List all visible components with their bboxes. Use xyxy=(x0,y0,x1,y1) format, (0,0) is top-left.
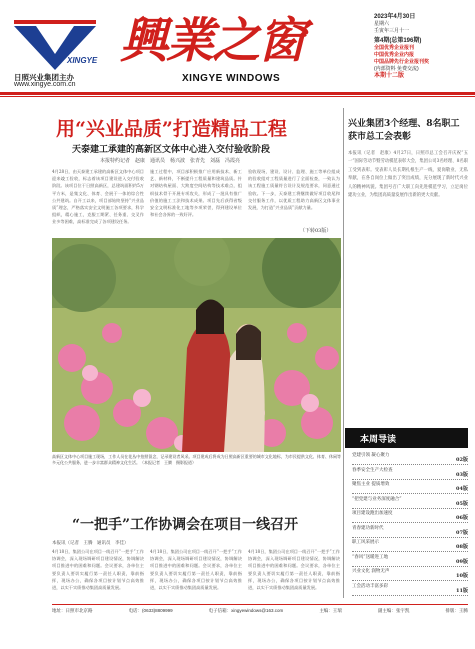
guide-item[interactable] xyxy=(352,481,468,495)
issue-number: 第4期(总第196期) xyxy=(374,38,422,44)
guide-item-page: 03版 xyxy=(456,471,468,478)
honor-3: 中国品牌先行企业报刊奖 xyxy=(374,59,430,65)
guide-item-title: “春风”送暖进工地 xyxy=(352,554,389,560)
side-body: 本报讯（记者 赵康）4月27日，日照市总工会召开庆祝“五一”国际劳动节暨劳动模范表彰大会，集团公司3名经理、8名职工受到表彰。受表彰人员长期扎根生产一线，爱岗敬业、无私奉献，在各自岗位上做出了突出成绩，充分展现了新时代兴业人的精神风貌。集团号召广大职工向先进模范学习，立足岗位建功立业，为集团高质量发展作出新的更大贡献。 xyxy=(348,151,468,199)
guide-item-page: 07版 xyxy=(456,529,468,536)
guide-item-page: 11版 xyxy=(456,587,468,594)
side-headline[interactable]: 兴业集团3个经理、8名职工获市总工会表彰 xyxy=(348,119,460,142)
guide-item-title: “把党建与业务深度融合” xyxy=(352,496,402,502)
guide-item-title: 项目建设跑出加速度 xyxy=(352,511,393,516)
page-count: 本期十二版 xyxy=(374,73,405,79)
photo-caption: 高新区文体中心项目施工现场，工作人员在花丛中拍照留念，记录建设者风采。项目建成后将成为日照高新区重要的城市文化地标，为市民提供文化、体育、休闲等多元化公共服务，进一步丰富群众精神文化生活。（本报记者 王腾 摄影报道） xyxy=(52,454,341,465)
guide-item-title: 党建引领 凝心聚力 xyxy=(352,453,390,458)
issue-weekday: 星期六 xyxy=(374,21,390,27)
newspaper-title: 興業之窗 xyxy=(120,13,305,69)
second-column-3: 4月18日，集团公司在项目一线召开“一把手”工作协调会，深入现场调研项目建设情况，协调解决项目推进中的困难和问题。会议要求，各单位主要负责人要切实履行第一责任人职责，靠前指挥，现场办公，确保各项目按计划节点高效推进，以实干实绩推动集团高质量发展。 xyxy=(248,549,340,591)
guide-item-page: 05版 xyxy=(456,500,468,507)
guide-item-divider xyxy=(352,464,468,465)
guide-item-page: 09版 xyxy=(456,558,468,565)
footer-deputy: 副主编：张宇凯 xyxy=(377,608,410,613)
guide-item-divider xyxy=(352,595,468,596)
lead-subhead: 天泰建工承建的高新区文体中心进入交付验收阶段 xyxy=(72,145,271,155)
honor-2: 中国优秀企业内报 xyxy=(374,52,415,58)
second-column-1: 4月18日，集团公司在项目一线召开“一把手”工作协调会，深入现场调研项目建设情况，协调解决项目推进中的困难和问题。会议要求，各单位主要负责人要切实履行第一责任人职责，靠前指挥，现场办公，确保各项目按计划节点高效推进，以实干实绩推动集团高质量发展。 xyxy=(52,549,144,591)
newspaper-title-en: XINGYE WINDOWS xyxy=(182,73,281,84)
guide-item-page: 10版 xyxy=(456,573,468,579)
brand-wordmark: XINGYE xyxy=(67,56,98,65)
guide-item[interactable] xyxy=(352,525,468,539)
footer-editor: 主编：王瑞 xyxy=(319,608,342,613)
guide-item[interactable] xyxy=(352,539,468,553)
footer-phone: 电话：(0633)8809999 xyxy=(128,608,173,613)
guide-title: 本周导读 xyxy=(360,435,397,445)
column-divider xyxy=(343,108,344,598)
guide-item-divider xyxy=(352,522,468,523)
guide-item-divider xyxy=(352,479,468,480)
guide-item[interactable] xyxy=(352,554,468,568)
group-url[interactable]: www.xingye.com.cn xyxy=(14,81,76,88)
group-name: 日照兴业集团主办 xyxy=(14,73,74,82)
footer-email[interactable]: 电子信箱：xingyewindows@163.com xyxy=(208,608,284,613)
guide-item[interactable] xyxy=(352,496,468,510)
guide-item-divider xyxy=(352,508,468,509)
issue-date: 2023年4月30日 xyxy=(374,14,416,20)
guide-item[interactable] xyxy=(352,568,468,582)
guide-item-page: 02版 xyxy=(456,457,468,463)
continued-note[interactable]: （下转03版） xyxy=(300,228,332,234)
lead-column-2: 施工过程中，项目部积极推广应用新技术、新工艺、新材料，不断提升工程质量和建筑品质。针对钢结构屋面、大跨度空间结构等技术难点，组织技术骨干开展专项攻关，形成了一批具有推广价值的施工工法和技术成果。项目先后获得省级安全文明标准化工地等多项荣誉，得到建设单位和社会各界的一致好评。 xyxy=(150,169,242,218)
masthead-divider-thin xyxy=(0,96,475,97)
guide-item-title: 职工风采展示 xyxy=(352,540,379,545)
masthead-divider xyxy=(0,92,475,95)
issue-weekday-lunar: 壬寅年三月十一 xyxy=(374,28,410,34)
lead-photo xyxy=(52,238,341,452)
guide-item-page: 08版 xyxy=(456,544,468,550)
issue-info xyxy=(374,14,466,80)
ref-number: (内部资料 免费交流) xyxy=(374,66,419,72)
lead-column-1: 4月28日，由天泰建工承建的高新区文体中心项目迎来竣工验收，标志着该项目建设进入交付验收阶段。该项目位于日照高新区，总建筑面积约5万平方米，是集文化、体育、会展于一体的综合性公共建筑。自开工以来，项目部始终坚持“兴业品质”理念，严格落实安全文明施工各项要求，科学组织，精心施工，克服工期紧、任务重、交叉作业多等困难，高标准完成了各项建设任务。 xyxy=(52,169,144,225)
guide-item[interactable] xyxy=(352,452,468,466)
lead-column-3: 验收现场，建设、设计、监理、施工等单位组成的验收组对工程质量进行了全面检查，一致认为该工程施工质量符合设计及规范要求，同意通过验收。下一步，天泰建工将继续做好项目收尾和交付服务工作，以优质工程助力高新区文体事业发展，为打造“兴业品质”贡献力量。 xyxy=(248,169,340,211)
guide-item-divider xyxy=(352,493,468,494)
second-byline: 本报讯（记者 王腾 通讯员 李佳） xyxy=(52,541,129,546)
guide-item-page: 06版 xyxy=(456,515,468,521)
second-headline[interactable]: “一把手”工作协调会在项目一线召开 xyxy=(72,517,299,533)
guide-item-divider xyxy=(352,537,468,538)
guide-item-divider xyxy=(352,551,468,552)
guide-item-page: 04版 xyxy=(456,486,468,492)
guide-item-divider xyxy=(352,566,468,567)
footer-address: 地址：日照市北京路 xyxy=(52,608,93,613)
footer xyxy=(52,608,468,614)
honor-1: 全国优秀企业报刊 xyxy=(374,45,415,51)
guide-item-title: 青春建功新时代 xyxy=(352,525,384,531)
guide-item-title: 工会活动丰富多彩 xyxy=(352,583,388,589)
footer-divider xyxy=(52,604,468,605)
guide-item-divider xyxy=(352,580,468,581)
lead-headline[interactable]: 用“兴业品质”打造精品工程 xyxy=(56,118,287,140)
guide-item[interactable] xyxy=(352,467,468,481)
guide-item-title: 春季安全生产大检查 xyxy=(352,467,393,473)
guide-item-title: 聚焦主业 提质增效 xyxy=(352,482,390,487)
guide-item-title: 兴业文化 润物无声 xyxy=(352,569,390,574)
second-column-2: 4月18日，集团公司在项目一线召开“一把手”工作协调会，深入现场调研项目建设情况，协调解决项目推进中的困难和问题。会议要求，各单位主要负责人要切实履行第一责任人职责，靠前指挥，现场办公，确保各项目按计划节点高效推进，以实干实绩推动集团高质量发展。 xyxy=(150,549,242,591)
guide-item[interactable] xyxy=(352,510,468,524)
footer-designer: 排版：王腾 xyxy=(445,608,468,613)
guide-item[interactable] xyxy=(352,583,468,597)
lead-byline: 本报特约记者 赵康 通讯员 杨兴波 张青先 刘磊 冯霞亮 xyxy=(100,158,241,164)
